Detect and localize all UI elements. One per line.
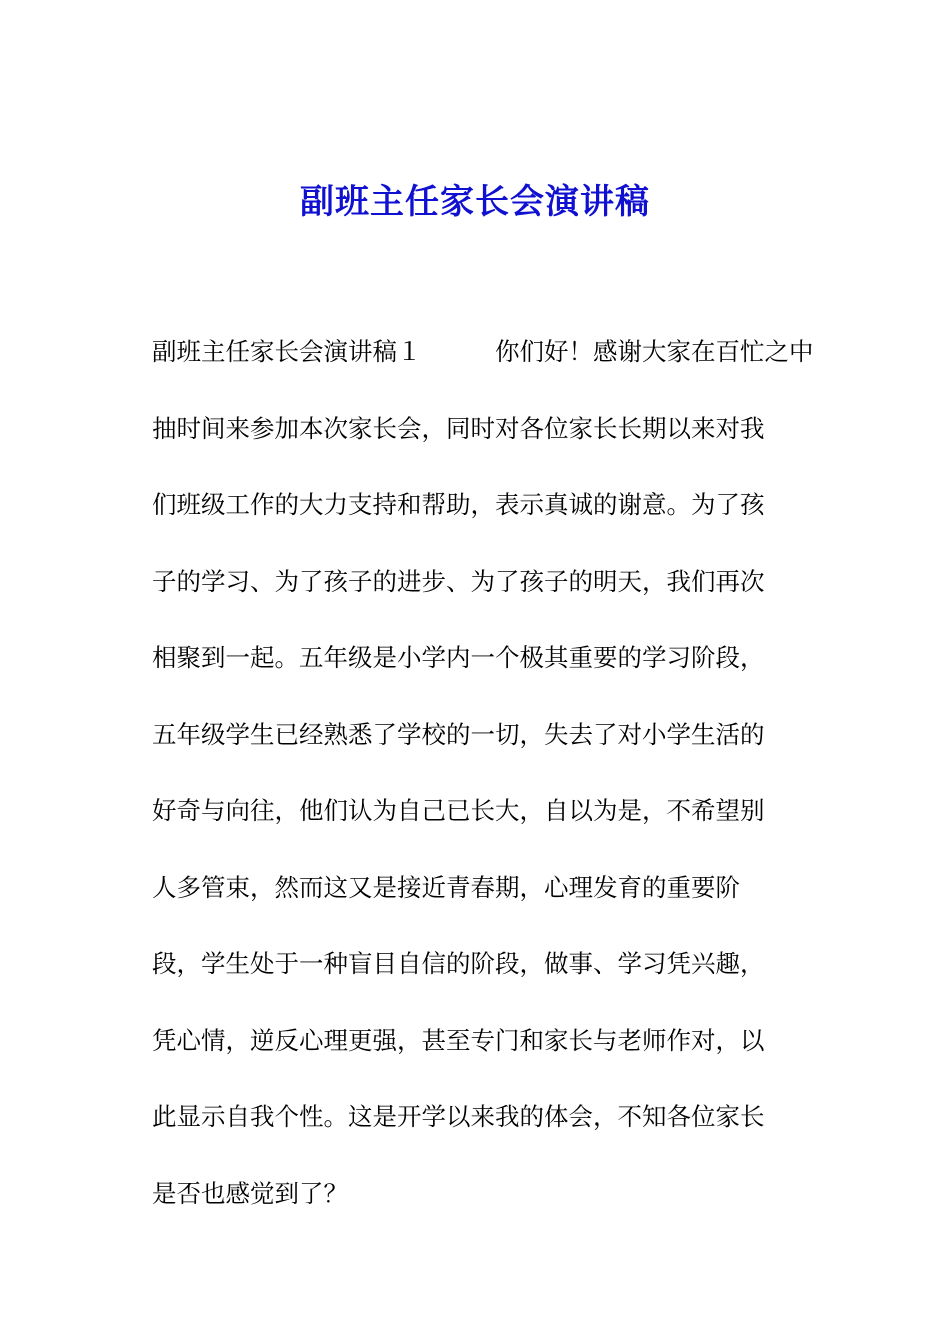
body-line: 抽时间来参加本次家长会，同时对各位家长长期以来对我: [152, 413, 765, 443]
document-body: [152, 326, 812, 1244]
body-line: 五年级学生已经熟悉了学校的一切，失去了对小学生活的: [152, 719, 765, 749]
document-title: 副班主任家长会演讲稿: [300, 182, 650, 222]
body-line: 是否也感觉到了？: [152, 1178, 348, 1208]
body-line: 们班级工作的大力支持和帮助，表示真诚的谢意。为了孩: [152, 490, 765, 519]
body-line: 子的学习、为了孩子的进步、为了孩子的明天，我们再次: [152, 566, 765, 596]
body-line: 好奇与向往，他们认为自己已长大，自以为是，不希望别: [152, 796, 765, 825]
body-line: 副班主任家长会演讲稿１ 你们好！感谢大家在百忙之中: [152, 337, 814, 366]
body-line: 段，学生处于一种盲目自信的阶段，做事、学习凭兴趣，: [152, 949, 765, 978]
body-line: 此显示自我个性。这是开学以来我的体会，不知各位家长: [152, 1102, 765, 1131]
body-line: 凭心情，逆反心理更强，甚至专门和家长与老师作对，以: [152, 1025, 765, 1055]
body-line: 人多管束，然而这又是接近青春期，心理发育的重要阶: [152, 872, 740, 902]
body-line: 相聚到一起。五年级是小学内一个极其重要的学习阶段，: [152, 643, 765, 672]
